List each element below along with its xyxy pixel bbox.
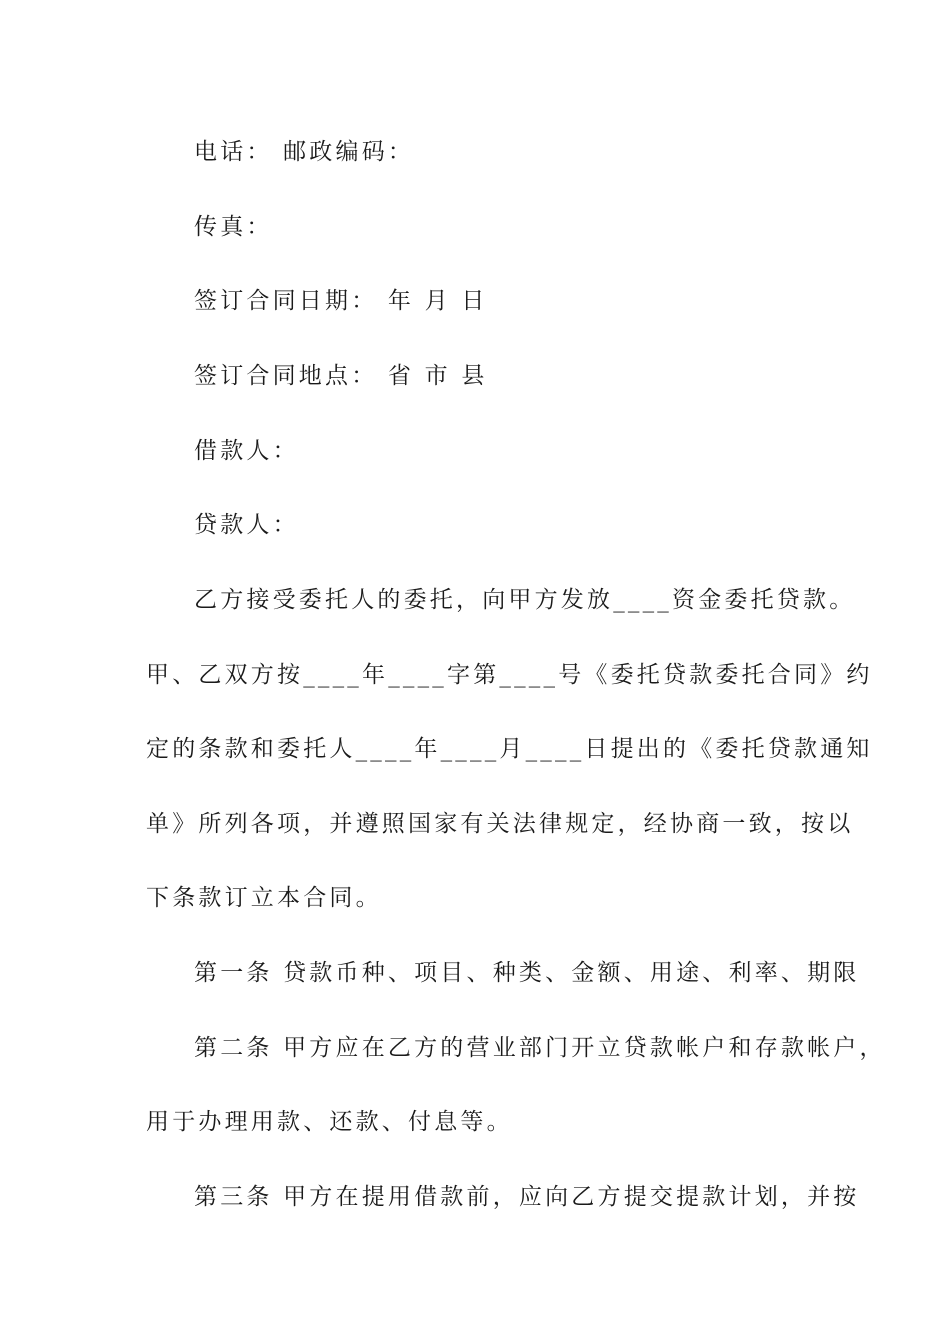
preamble-paragraph-line-1: 乙方接受委托人的委托，向甲方发放____资金委托贷款。 (194, 587, 856, 613)
article-2-line-1: 第二条 甲方应在乙方的营业部门开立贷款帐户和存款帐户， (194, 1035, 886, 1061)
preamble-paragraph-line-4: 单》所列各项，并遵照国家有关法律规定，经协商一致，按以 (146, 811, 854, 837)
preamble-paragraph-line-2: 甲、乙双方按____年____字第____号《委托贷款委托合同》约 (146, 662, 873, 688)
signing-date-line: 签订合同日期： 年 月 日 (194, 288, 488, 314)
article-1-line: 第一条 贷款币种、项目、种类、金额、用途、利率、期限 (194, 960, 860, 986)
article-2-line-2: 用于办理用款、还款、付息等。 (146, 1109, 513, 1135)
signing-place-line: 签订合同地点： 省 市 县 (194, 363, 488, 389)
preamble-paragraph-line-5: 下条款订立本合同。 (146, 885, 382, 911)
lender-line: 贷款人： (194, 512, 299, 538)
fax-line: 传真： (194, 214, 273, 240)
article-3-line-1: 第三条 甲方在提用借款前，应向乙方提交提款计划，并按 (194, 1184, 860, 1210)
borrower-line: 借款人： (194, 438, 299, 464)
phone-postcode-line: 电话： 邮政编码： (194, 139, 415, 165)
preamble-paragraph-line-3: 定的条款和委托人____年____月____日提出的《委托贷款通知 (146, 736, 873, 762)
